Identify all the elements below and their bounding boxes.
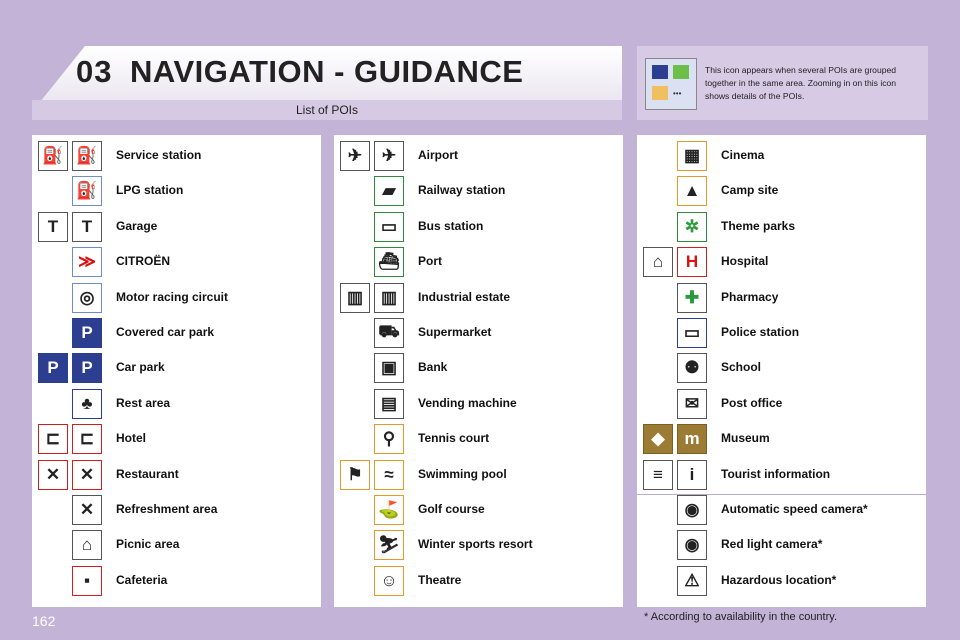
poi-row-swimming-pool: [334, 457, 623, 492]
hospital-h-icon: H: [677, 247, 707, 277]
page-title: NAVIGATION - GUIDANCE: [130, 54, 524, 89]
cutlery-icon: ✕: [72, 460, 102, 490]
poi-label: Red light camera*: [721, 537, 823, 552]
poi-label: Industrial estate: [418, 289, 511, 304]
poi-label: Theme parks: [721, 218, 796, 233]
poi-label: Bank: [418, 360, 448, 375]
picnic-icon: ⌂: [72, 530, 102, 560]
covered-parking-icon: P: [72, 318, 102, 348]
poi-label: Bus station: [418, 218, 484, 233]
poi-label: Refreshment area: [116, 502, 218, 516]
poi-row-pharmacy: [637, 280, 926, 315]
poi-label: Car park: [116, 360, 165, 375]
poi-row-refreshment-area: [32, 492, 321, 527]
poi-row-covered-car-park: [32, 315, 321, 350]
tourist-sign-icon: ≡: [643, 460, 673, 490]
police-icon: ▭: [677, 318, 707, 348]
poi-row-hazardous-location: [637, 563, 926, 598]
poi-label: Golf course: [418, 502, 485, 516]
poi-label: Garage: [116, 218, 158, 233]
bed-icon: ⊏: [38, 424, 68, 454]
poi-row-port: [334, 244, 623, 279]
speed-camera-icon: ◉: [677, 495, 707, 525]
poi-row-rest-area: [32, 386, 321, 421]
poi-row-supermarket: [334, 315, 623, 350]
poi-row-lpg-station: [32, 173, 321, 208]
train-icon: ▰: [374, 176, 404, 206]
poi-row-cafeteria: [32, 563, 321, 598]
airport-sign-icon: ✈: [340, 141, 370, 171]
poi-label: Supermarket: [418, 325, 492, 339]
poi-label: Covered car park: [116, 325, 215, 339]
poi-label: LPG station: [116, 183, 184, 198]
warning-triangle-icon: ⚠: [677, 566, 707, 596]
poi-row-hospital: [637, 244, 926, 279]
poi-label: Hazardous location*: [721, 572, 837, 587]
fuel-pump-icon: ⛽: [72, 141, 102, 171]
tent-icon: ▲: [677, 176, 707, 206]
red-light-camera-icon: ◉: [677, 530, 707, 560]
envelope-icon: ✉: [677, 389, 707, 419]
poi-row-service-station: [32, 138, 321, 173]
poi-label: Post office: [721, 395, 783, 410]
bed-icon: ⊏: [72, 424, 102, 454]
poi-label: Port: [418, 254, 442, 269]
poi-row-winter-sports-resort: [334, 527, 623, 562]
poi-row-police-station: [637, 315, 926, 350]
poi-row-picnic-area: [32, 527, 321, 562]
parking-icon: P: [38, 353, 68, 383]
parking-icon: P: [72, 353, 102, 383]
poi-label: Service station: [116, 148, 202, 162]
grouped-poi-info: [637, 46, 928, 120]
poi-row-theatre: [334, 563, 623, 598]
ship-icon: ⛴: [374, 247, 404, 277]
poi-row-motor-racing-circuit: [32, 280, 321, 315]
bus-icon: ▭: [374, 212, 404, 242]
poi-row-tourist-information: [637, 457, 926, 492]
poi-row-car-park: [32, 350, 321, 385]
cutlery-icon: ✕: [38, 460, 68, 490]
poi-row-museum: [637, 421, 926, 456]
poi-column-3: [637, 135, 926, 607]
poi-row-theme-parks: [637, 209, 926, 244]
racing-circuit-icon: ◎: [72, 283, 102, 313]
poi-label: School: [721, 360, 762, 375]
poi-row-cinema: [637, 138, 926, 173]
poi-column-2: [334, 135, 623, 607]
museum-m-icon: m: [677, 424, 707, 454]
poi-label: Swimming pool: [418, 466, 507, 481]
poi-label: Vending machine: [418, 395, 517, 410]
section-subtitle: List of POIs: [32, 100, 622, 120]
poi-row-garage: [32, 209, 321, 244]
tennis-icon: ⚲: [374, 424, 404, 454]
poi-row-airport: [334, 138, 623, 173]
museum-icon: ◆: [643, 424, 673, 454]
factory-icon: ▥: [340, 283, 370, 313]
poi-label: Hospital: [721, 254, 769, 269]
page-number: 162: [32, 613, 56, 629]
poi-label: Rest area: [116, 395, 171, 410]
poi-label: Automatic speed camera*: [721, 502, 868, 516]
info-icon: i: [677, 460, 707, 490]
poi-row-restaurant: [32, 457, 321, 492]
rest-area-icon: ♣: [72, 389, 102, 419]
poi-label: Tennis court: [418, 431, 490, 446]
poi-row-golf-course: [334, 492, 623, 527]
refreshment-icon: ✕: [72, 495, 102, 525]
poi-label: Restaurant: [116, 466, 179, 481]
film-icon: ▦: [677, 141, 707, 171]
poi-label: CITROËN: [116, 254, 170, 269]
poi-row-red-light-camera: [637, 527, 926, 562]
poi-row-automatic-speed-camera: [637, 492, 926, 527]
poi-row-camp-site: [637, 173, 926, 208]
poi-row-bus-station: [334, 209, 623, 244]
atm-icon: ▤: [374, 389, 404, 419]
poi-label: Pharmacy: [721, 289, 779, 304]
wrench-icon: T: [72, 212, 102, 242]
poi-label: Cafeteria: [116, 572, 168, 587]
poi-label: Railway station: [418, 183, 506, 198]
shopping-cart-icon: ⛟: [374, 318, 404, 348]
poi-label: Camp site: [721, 183, 779, 198]
wrench-icon: T: [38, 212, 68, 242]
poi-label: Tourist information: [721, 466, 831, 481]
footnote: * According to availability in the country.: [644, 611, 838, 623]
fuel-pump-icon: ⛽: [38, 141, 68, 171]
theatre-icon: ☺: [374, 566, 404, 596]
poi-label: Winter sports resort: [418, 537, 533, 552]
skier-icon: ⛷: [374, 530, 404, 560]
coffee-cup-icon: ▪: [72, 566, 102, 596]
bank-icon: ▣: [374, 353, 404, 383]
poi-label: Museum: [721, 431, 770, 446]
poi-row-industrial-estate: [334, 280, 623, 315]
poi-label: Hotel: [116, 431, 146, 446]
poi-column-1: [32, 135, 321, 607]
poi-row-post-office: [637, 386, 926, 421]
poi-label: Airport: [418, 148, 458, 162]
poi-label: Cinema: [721, 148, 765, 162]
poi-row-hotel: [32, 421, 321, 456]
poi-row-vending-machine: [334, 386, 623, 421]
poi-label: Police station: [721, 325, 800, 339]
chapter-number: 03: [76, 54, 113, 89]
poi-row-tennis-court: [334, 421, 623, 456]
airplane-icon: ✈: [374, 141, 404, 171]
pharmacy-cross-icon: ✚: [677, 283, 707, 313]
golf-icon: ⛳: [374, 495, 404, 525]
lpg-pump-icon: ⛽: [72, 176, 102, 206]
poi-row-citro-n: [32, 244, 321, 279]
theme-park-icon: ✲: [677, 212, 707, 242]
poi-row-school: [637, 350, 926, 385]
school-children-icon: ⚉: [677, 353, 707, 383]
poi-label: Motor racing circuit: [116, 289, 229, 304]
grouped-poi-icon: •••: [645, 58, 697, 110]
sports-icon: ⚑: [340, 460, 370, 490]
swimmer-icon: ≈: [374, 460, 404, 490]
hospital-building-icon: ⌂: [643, 247, 673, 277]
poi-row-railway-station: [334, 173, 623, 208]
poi-label: Theatre: [418, 572, 462, 587]
citroen-logo-icon: ≫: [72, 247, 102, 277]
poi-label: Picnic area: [116, 537, 180, 552]
poi-row-bank: [334, 350, 623, 385]
factory-icon: ▥: [374, 283, 404, 313]
grouped-poi-text: This icon appears when several POIs are grouped together in the same area. Zooming in on this icon shows details of the POIs.: [705, 65, 897, 101]
